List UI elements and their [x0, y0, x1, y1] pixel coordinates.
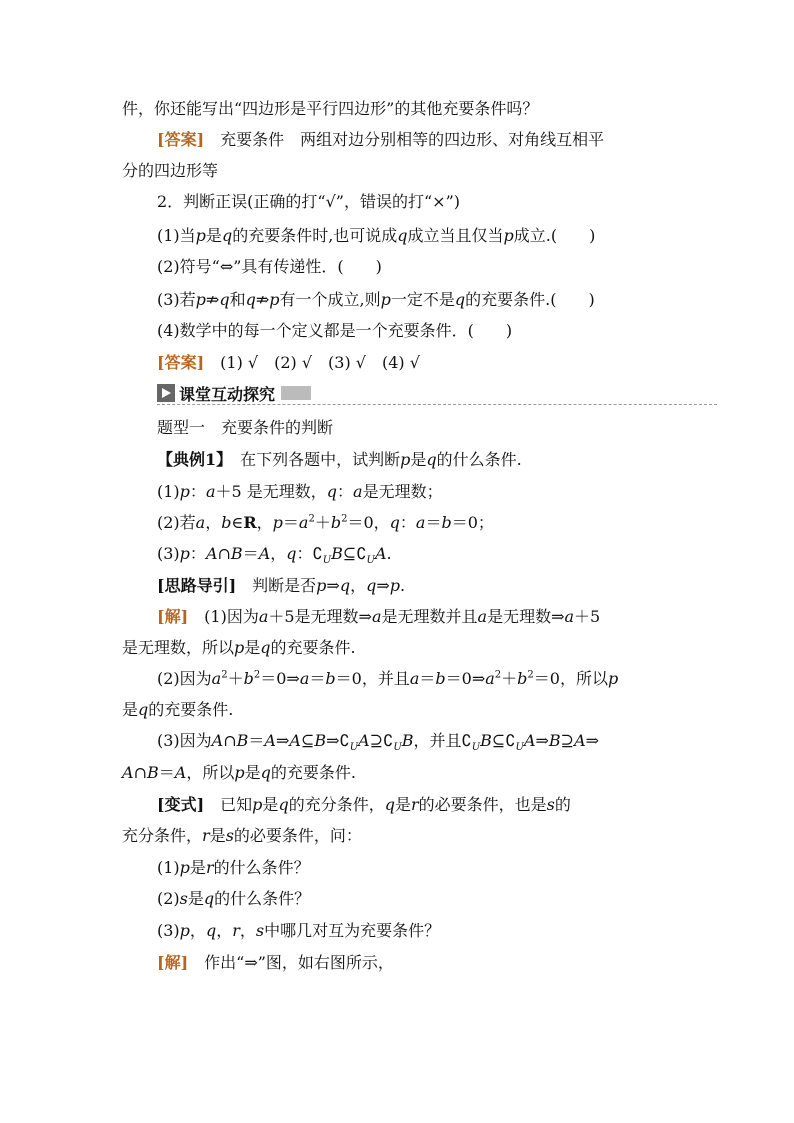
thinking-guide: [思路导引] 判断是否p⇒q，q⇒p. — [157, 576, 406, 595]
solution-line-3: (2)因为$a^2+b^2=0\Rightarrow a=b=0$，并且$a=b=0\Rightarrow a^2+b^2=0$，所以p — [157, 669, 619, 688]
answer-tag-2: [答案] — [157, 353, 205, 372]
answer-line-2: [答案] (1) √ (2) √ (3) √ (4) √ — [157, 353, 420, 372]
solution-tag: [解] — [157, 607, 189, 626]
case-3: (3)p：A∩B＝A，q：$∁_UB⊆∁_UA$. — [157, 544, 392, 567]
topic-title: 题型一 充要条件的判断 — [157, 418, 334, 437]
case-2: (2)若a，b∈R，$p=a^2+b^2=0$，q：a＝b＝0； — [157, 513, 494, 532]
solution-line-1: [解] (1)因为a＋5是无理数⇒a是无理数并且a是无理数⇒a＋5 — [157, 607, 601, 626]
section-header — [157, 383, 717, 403]
thinking-tag: [思路导引] — [157, 576, 237, 595]
section-header-decoration — [281, 386, 311, 400]
example-line: 【典例1】 在下列各题中，试判断p是q的什么条件. — [157, 450, 522, 469]
solution-line-6: A∩B＝A，所以p是q的充要条件. — [122, 763, 356, 782]
solution2-line: [解] 作出“⇒”图，如右图所示， — [157, 953, 394, 972]
variant-line-2: 充分条件，r是s的必要条件，问： — [122, 826, 362, 845]
case-1: (1)p：a＋5 是无理数，q：a是无理数； — [157, 482, 443, 501]
judge-item-1: (1)当p是q的充要条件时,也可说成q成立当且仅当p成立.( ) — [157, 226, 596, 245]
play-arrow-icon — [157, 384, 175, 402]
text-line-1: 件，你还能写出“四边形是平行四边形”的其他充要条件吗？ — [122, 99, 539, 118]
solution-line-2: 是无理数，所以p是q的充要条件. — [122, 638, 356, 657]
solution-line-5: (3)因为$A\cap B=A\Rightarrow A⊆B\Rightarrow∁_UA⊇∁_UB$，并且$∁_UB⊆∁_UA\Rightarrow B⊇A\Rightarrow$ — [157, 731, 600, 754]
question-1: (1)p是r的什么条件？ — [157, 858, 310, 877]
question-3: (3)p，q，r，s中哪几对互为充要条件？ — [157, 921, 441, 940]
section-title: 课堂互动探究 — [179, 384, 276, 404]
solution-line-4: 是q的充要条件. — [122, 700, 234, 719]
variant-tag: [变式] — [157, 795, 205, 814]
solution-tag-2: [解] — [157, 953, 189, 972]
question-2: (2)s是q的什么条件？ — [157, 889, 311, 908]
section-divider — [157, 404, 717, 405]
text-line-4: 2．判断正误(正确的打“√”，错误的打“×”) — [157, 192, 460, 211]
answer-line-1: [答案] 充要条件 两组对边分别相等的四边形、对角线互相平 — [157, 130, 605, 149]
text-line-3: 分的四边形等 — [122, 161, 219, 180]
answer-tag: [答案] — [157, 130, 205, 149]
judge-item-3: (3)若p⇏q和q⇏p有一个成立,则p一定不是q的充要条件.( ) — [157, 290, 595, 309]
judge-item-2: (2)符号“⇔”具有传递性．( ) — [157, 257, 382, 276]
example-tag: 【典例1】 — [157, 450, 225, 469]
variant-line-1: [变式] 已知p是q的充分条件，q是r的必要条件，也是s的 — [157, 795, 571, 814]
judge-item-4: (4)数学中的每一个定义都是一个充要条件．( ) — [157, 321, 513, 340]
